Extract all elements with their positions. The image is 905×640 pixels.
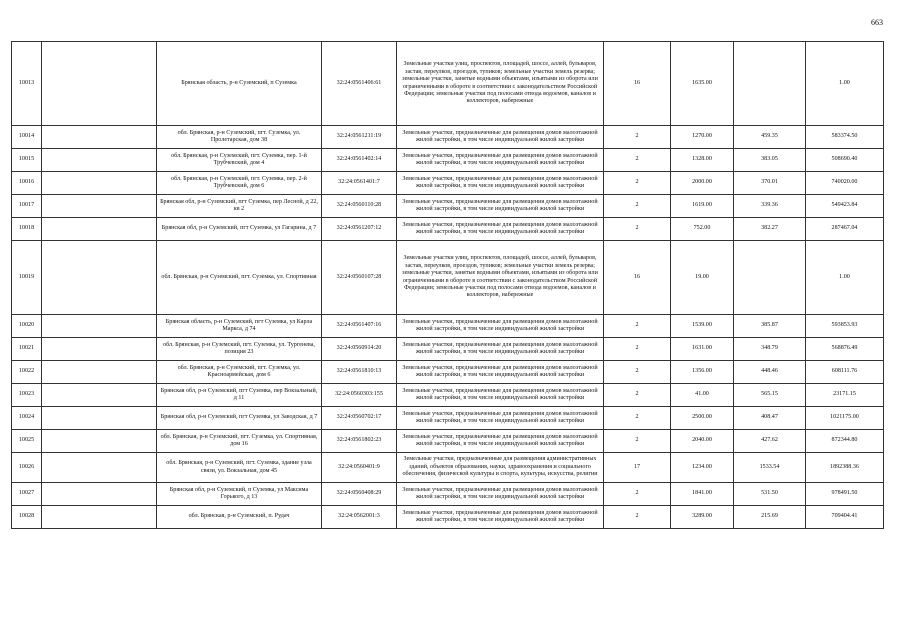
- address-cell: Брянская область, р-н Суземский, п Суземка: [157, 42, 322, 126]
- row-id-cell: 10015: [12, 149, 42, 172]
- rate-cell: 408.47: [734, 407, 806, 430]
- cadastral-value-cell: 568876.49: [806, 338, 884, 361]
- use-code-cell: 2: [604, 361, 671, 384]
- address-cell: обл. Брянская, р-н Суземский, пгт. Суземка, пер. 1-й Трубчевский, дом 4: [157, 149, 322, 172]
- blank-cell: [42, 126, 157, 149]
- cadastral-value-cell: 508690.40: [806, 149, 884, 172]
- cadastral-value-cell: 872344.80: [806, 430, 884, 453]
- cadastral-number-cell: 32:24:0561810:13: [322, 361, 397, 384]
- use-code-cell: 2: [604, 172, 671, 195]
- land-use-cell: Земельные участки, предназначенные для размещения домов малоэтажной жилой застройки, в том числе индивидуальной жилой застройки: [397, 407, 604, 430]
- cadastral-value-cell: 1892388.36: [806, 453, 884, 483]
- table-row: [12, 430, 884, 453]
- cadastral-number-cell: 32:24:0560702:17: [322, 407, 397, 430]
- use-code-cell: 2: [604, 338, 671, 361]
- cadastral-value-cell: 978491.50: [806, 483, 884, 506]
- address-cell: Брянская обл, р-н Суземский, пгт Суземка, ул Заводская, д 7: [157, 407, 322, 430]
- cadastral-number-cell: 32:24:0561402:14: [322, 149, 397, 172]
- land-use-cell: Земельные участки, предназначенные для размещения домов малоэтажной жилой застройки, в том числе индивидуальной жилой застройки: [397, 384, 604, 407]
- land-use-cell: Земельные участки улиц, проспектов, площадей, шоссе, аллей, бульваров, застав, переулков, проездов, тупиков; земельные участки земель резерва; земельные участки, занятые водными объектами, изъятыми из оборота или ограниченными в обороте в соответствии с законодательством Российской Федерации; земельные участки под полосами отвода водоемов, каналов и коллекторов, набережные: [397, 241, 604, 315]
- row-id-cell: 10017: [12, 195, 42, 218]
- cadastral-number-cell: 32:24:0560401:9: [322, 453, 397, 483]
- rate-cell: 427.62: [734, 430, 806, 453]
- rate-cell: 370.01: [734, 172, 806, 195]
- row-id-cell: 10014: [12, 126, 42, 149]
- land-use-cell: Земельные участки, предназначенные для размещения домов малоэтажной жилой застройки, в том числе индивидуальной жилой застройки: [397, 483, 604, 506]
- address-cell: обл. Брянская, р-н Суземский, пгт. Суземка, ул. Спортивная, дом 16: [157, 430, 322, 453]
- page-number: 663: [871, 18, 883, 27]
- area-cell: 1631.00: [671, 338, 734, 361]
- land-use-cell: Земельные участки, предназначенные для размещения домов малоэтажной жилой застройки, в том числе индивидуальной жилой застройки: [397, 172, 604, 195]
- area-cell: 2040.00: [671, 430, 734, 453]
- address-cell: обл. Брянская, р-н Суземский, пгт. Суземка, ул. Пролетарская, дом 38: [157, 126, 322, 149]
- land-use-cell: Земельные участки, предназначенные для размещения домов малоэтажной жилой застройки, в том числе индивидуальной жилой застройки: [397, 315, 604, 338]
- area-cell: 1356.00: [671, 361, 734, 384]
- cadastral-number-cell: 32:24:0560107:28: [322, 241, 397, 315]
- blank-cell: [42, 42, 157, 126]
- cadastral-number-cell: 32:24:0560408:29: [322, 483, 397, 506]
- address-cell: Брянская обл, р-н Суземский, пгт Суземка, пер Лесной, д 22, кв 2: [157, 195, 322, 218]
- use-code-cell: 2: [604, 218, 671, 241]
- blank-cell: [42, 195, 157, 218]
- cadastral-number-cell: 32:24:0560303:155: [322, 384, 397, 407]
- land-use-cell: Земельные участки, предназначенные для размещения домов малоэтажной жилой застройки, в том числе индивидуальной жилой застройки: [397, 126, 604, 149]
- land-use-cell: Земельные участки, предназначенные для размещения домов малоэтажной жилой застройки, в том числе индивидуальной жилой застройки: [397, 195, 604, 218]
- rate-cell: 448.46: [734, 361, 806, 384]
- row-id-cell: 10026: [12, 453, 42, 483]
- table-row: [12, 42, 884, 126]
- use-code-cell: 2: [604, 430, 671, 453]
- table-row: [12, 361, 884, 384]
- blank-cell: [42, 506, 157, 529]
- area-cell: 41.00: [671, 384, 734, 407]
- use-code-cell: 16: [604, 42, 671, 126]
- rate-cell: 531.50: [734, 483, 806, 506]
- land-use-cell: Земельные участки, предназначенные для размещения домов малоэтажной жилой застройки, в том числе индивидуальной жилой застройки: [397, 149, 604, 172]
- area-cell: 1234.00: [671, 453, 734, 483]
- row-id-cell: 10023: [12, 384, 42, 407]
- cadastral-value-cell: 549423.84: [806, 195, 884, 218]
- rate-cell: 565.15: [734, 384, 806, 407]
- table-row: [12, 384, 884, 407]
- table-row: [12, 453, 884, 483]
- cadastral-number-cell: 32:24:0561406:61: [322, 42, 397, 126]
- table-row: [12, 126, 884, 149]
- cadastral-value-cell: 23171.15: [806, 384, 884, 407]
- rate-cell: 385.87: [734, 315, 806, 338]
- rate-cell: 348.79: [734, 338, 806, 361]
- use-code-cell: 17: [604, 453, 671, 483]
- address-cell: обл. Брянская, р-н Суземский, пгт. Суземка, ул. Красноармейская, дом 6: [157, 361, 322, 384]
- address-cell: обл. Брянская, р-н Суземский, пгт. Суземка, здание узла связи, ул. Вокзальная, дом 45: [157, 453, 322, 483]
- row-id-cell: 10013: [12, 42, 42, 126]
- cadastral-value-cell: 709404.41: [806, 506, 884, 529]
- address-cell: обл. Брянская, р-н Суземский, пгт. Суземка, пер. 2-й Трубчевский, дом 6: [157, 172, 322, 195]
- table-row: [12, 241, 884, 315]
- land-use-cell: Земельные участки улиц, проспектов, площадей, шоссе, аллей, бульваров, застав, переулков, проездов, тупиков; земельные участки земель резерва; земельные участки, занятые водными объектами, изъятыми из оборота или ограниченными в обороте в соответствии с законодательством Российской Федерации; земельные участки под полосами отвода водоемов, каналов и коллекторов, набережные: [397, 42, 604, 126]
- blank-cell: [42, 241, 157, 315]
- use-code-cell: 2: [604, 315, 671, 338]
- cadastral-value-cell: 1021175.00: [806, 407, 884, 430]
- cadastral-number-cell: 32:24:0561802:23: [322, 430, 397, 453]
- land-use-cell: Земельные участки, предназначенные для размещения домов малоэтажной жилой застройки, в том числе индивидуальной жилой застройки: [397, 361, 604, 384]
- cadastral-value-cell: 287467.04: [806, 218, 884, 241]
- rate-cell: 215.69: [734, 506, 806, 529]
- cadastral-number-cell: 32:24:0561211:19: [322, 126, 397, 149]
- cadastral-number-cell: 32:24:0561401:7: [322, 172, 397, 195]
- area-cell: 1270.00: [671, 126, 734, 149]
- table-row: [12, 195, 884, 218]
- cadastral-number-cell: 32:24:0562001:3: [322, 506, 397, 529]
- cadastral-number-cell: 32:24:0560110:28: [322, 195, 397, 218]
- table-row: [12, 149, 884, 172]
- address-cell: Брянская обл, р-н Суземский, п Суземка, ул Максима Горького, д 13: [157, 483, 322, 506]
- blank-cell: [42, 384, 157, 407]
- cadastral-value-cell: 1.00: [806, 42, 884, 126]
- blank-cell: [42, 315, 157, 338]
- row-id-cell: 10025: [12, 430, 42, 453]
- land-use-cell: Земельные участки, предназначенные для размещения домов малоэтажной жилой застройки, в том числе индивидуальной жилой застройки: [397, 218, 604, 241]
- area-cell: 1635.00: [671, 42, 734, 126]
- rate-cell: 1533.54: [734, 453, 806, 483]
- row-id-cell: 10019: [12, 241, 42, 315]
- blank-cell: [42, 430, 157, 453]
- rate-cell: [734, 42, 806, 126]
- rate-cell: 383.05: [734, 149, 806, 172]
- blank-cell: [42, 483, 157, 506]
- use-code-cell: 2: [604, 384, 671, 407]
- cadastral-value-cell: 608111.76: [806, 361, 884, 384]
- rate-cell: 339.36: [734, 195, 806, 218]
- use-code-cell: 2: [604, 149, 671, 172]
- table-row: [12, 483, 884, 506]
- area-cell: 1841.00: [671, 483, 734, 506]
- rate-cell: [734, 241, 806, 315]
- table-row: [12, 315, 884, 338]
- address-cell: Брянская область, р-н Суземский, пгт Суземка, ул Карла Маркса, д 74: [157, 315, 322, 338]
- blank-cell: [42, 361, 157, 384]
- table-row: [12, 407, 884, 430]
- cadastral-value-cell: 583374.50: [806, 126, 884, 149]
- address-cell: обл. Брянская, р-н Суземский, п. Рудач: [157, 506, 322, 529]
- row-id-cell: 10027: [12, 483, 42, 506]
- land-use-cell: Земельные участки, предназначенные для размещения домов малоэтажной жилой застройки, в том числе индивидуальной жилой застройки: [397, 506, 604, 529]
- table-row: [12, 506, 884, 529]
- blank-cell: [42, 172, 157, 195]
- use-code-cell: 2: [604, 407, 671, 430]
- address-cell: обл. Брянская, р-н Суземский, пгт. Суземка, ул. Тургенева, позиция 23: [157, 338, 322, 361]
- area-cell: 1328.00: [671, 149, 734, 172]
- table-row: [12, 338, 884, 361]
- cadastral-value-cell: 1.00: [806, 241, 884, 315]
- use-code-cell: 2: [604, 506, 671, 529]
- blank-cell: [42, 218, 157, 241]
- blank-cell: [42, 149, 157, 172]
- row-id-cell: 10028: [12, 506, 42, 529]
- table-row: [12, 218, 884, 241]
- cadastral-number-cell: 32:24:0561407:16: [322, 315, 397, 338]
- table-row: [12, 172, 884, 195]
- address-cell: обл. Брянская, р-н Суземский, пгт. Суземка, ул. Спортивная: [157, 241, 322, 315]
- land-use-cell: Земельные участки, предназначенные для размещения административных зданий, объектов образования, науки, здравоохранения и социального обеспечения, физической культуры и спорта, культуры, искусства, религии: [397, 453, 604, 483]
- rate-cell: 382.27: [734, 218, 806, 241]
- area-cell: 19.00: [671, 241, 734, 315]
- area-cell: 752.00: [671, 218, 734, 241]
- address-cell: Брянская обл, р-н Суземский, пгт Суземка, ул Гагарина, д 7: [157, 218, 322, 241]
- cadastral-value-cell: 740020.00: [806, 172, 884, 195]
- row-id-cell: 10021: [12, 338, 42, 361]
- use-code-cell: 2: [604, 126, 671, 149]
- area-cell: 2500.00: [671, 407, 734, 430]
- cadastral-number-cell: 32:24:0560914:20: [322, 338, 397, 361]
- blank-cell: [42, 338, 157, 361]
- area-cell: 1619.00: [671, 195, 734, 218]
- area-cell: 1539.00: [671, 315, 734, 338]
- area-cell: 3289.00: [671, 506, 734, 529]
- land-use-cell: Земельные участки, предназначенные для размещения домов малоэтажной жилой застройки, в том числе индивидуальной жилой застройки: [397, 338, 604, 361]
- row-id-cell: 10020: [12, 315, 42, 338]
- row-id-cell: 10022: [12, 361, 42, 384]
- blank-cell: [42, 453, 157, 483]
- use-code-cell: 2: [604, 483, 671, 506]
- land-registry-table: [11, 41, 884, 529]
- blank-cell: [42, 407, 157, 430]
- cadastral-value-cell: 593853.93: [806, 315, 884, 338]
- row-id-cell: 10018: [12, 218, 42, 241]
- row-id-cell: 10016: [12, 172, 42, 195]
- row-id-cell: 10024: [12, 407, 42, 430]
- rate-cell: 459.35: [734, 126, 806, 149]
- use-code-cell: 16: [604, 241, 671, 315]
- address-cell: Брянская обл, р-н Суземский, пгт Суземка, пер Вокзальный, д 11: [157, 384, 322, 407]
- use-code-cell: 2: [604, 195, 671, 218]
- land-use-cell: Земельные участки, предназначенные для размещения домов малоэтажной жилой застройки, в том числе индивидуальной жилой застройки: [397, 430, 604, 453]
- cadastral-number-cell: 32:24:0561207:12: [322, 218, 397, 241]
- area-cell: 2000.00: [671, 172, 734, 195]
